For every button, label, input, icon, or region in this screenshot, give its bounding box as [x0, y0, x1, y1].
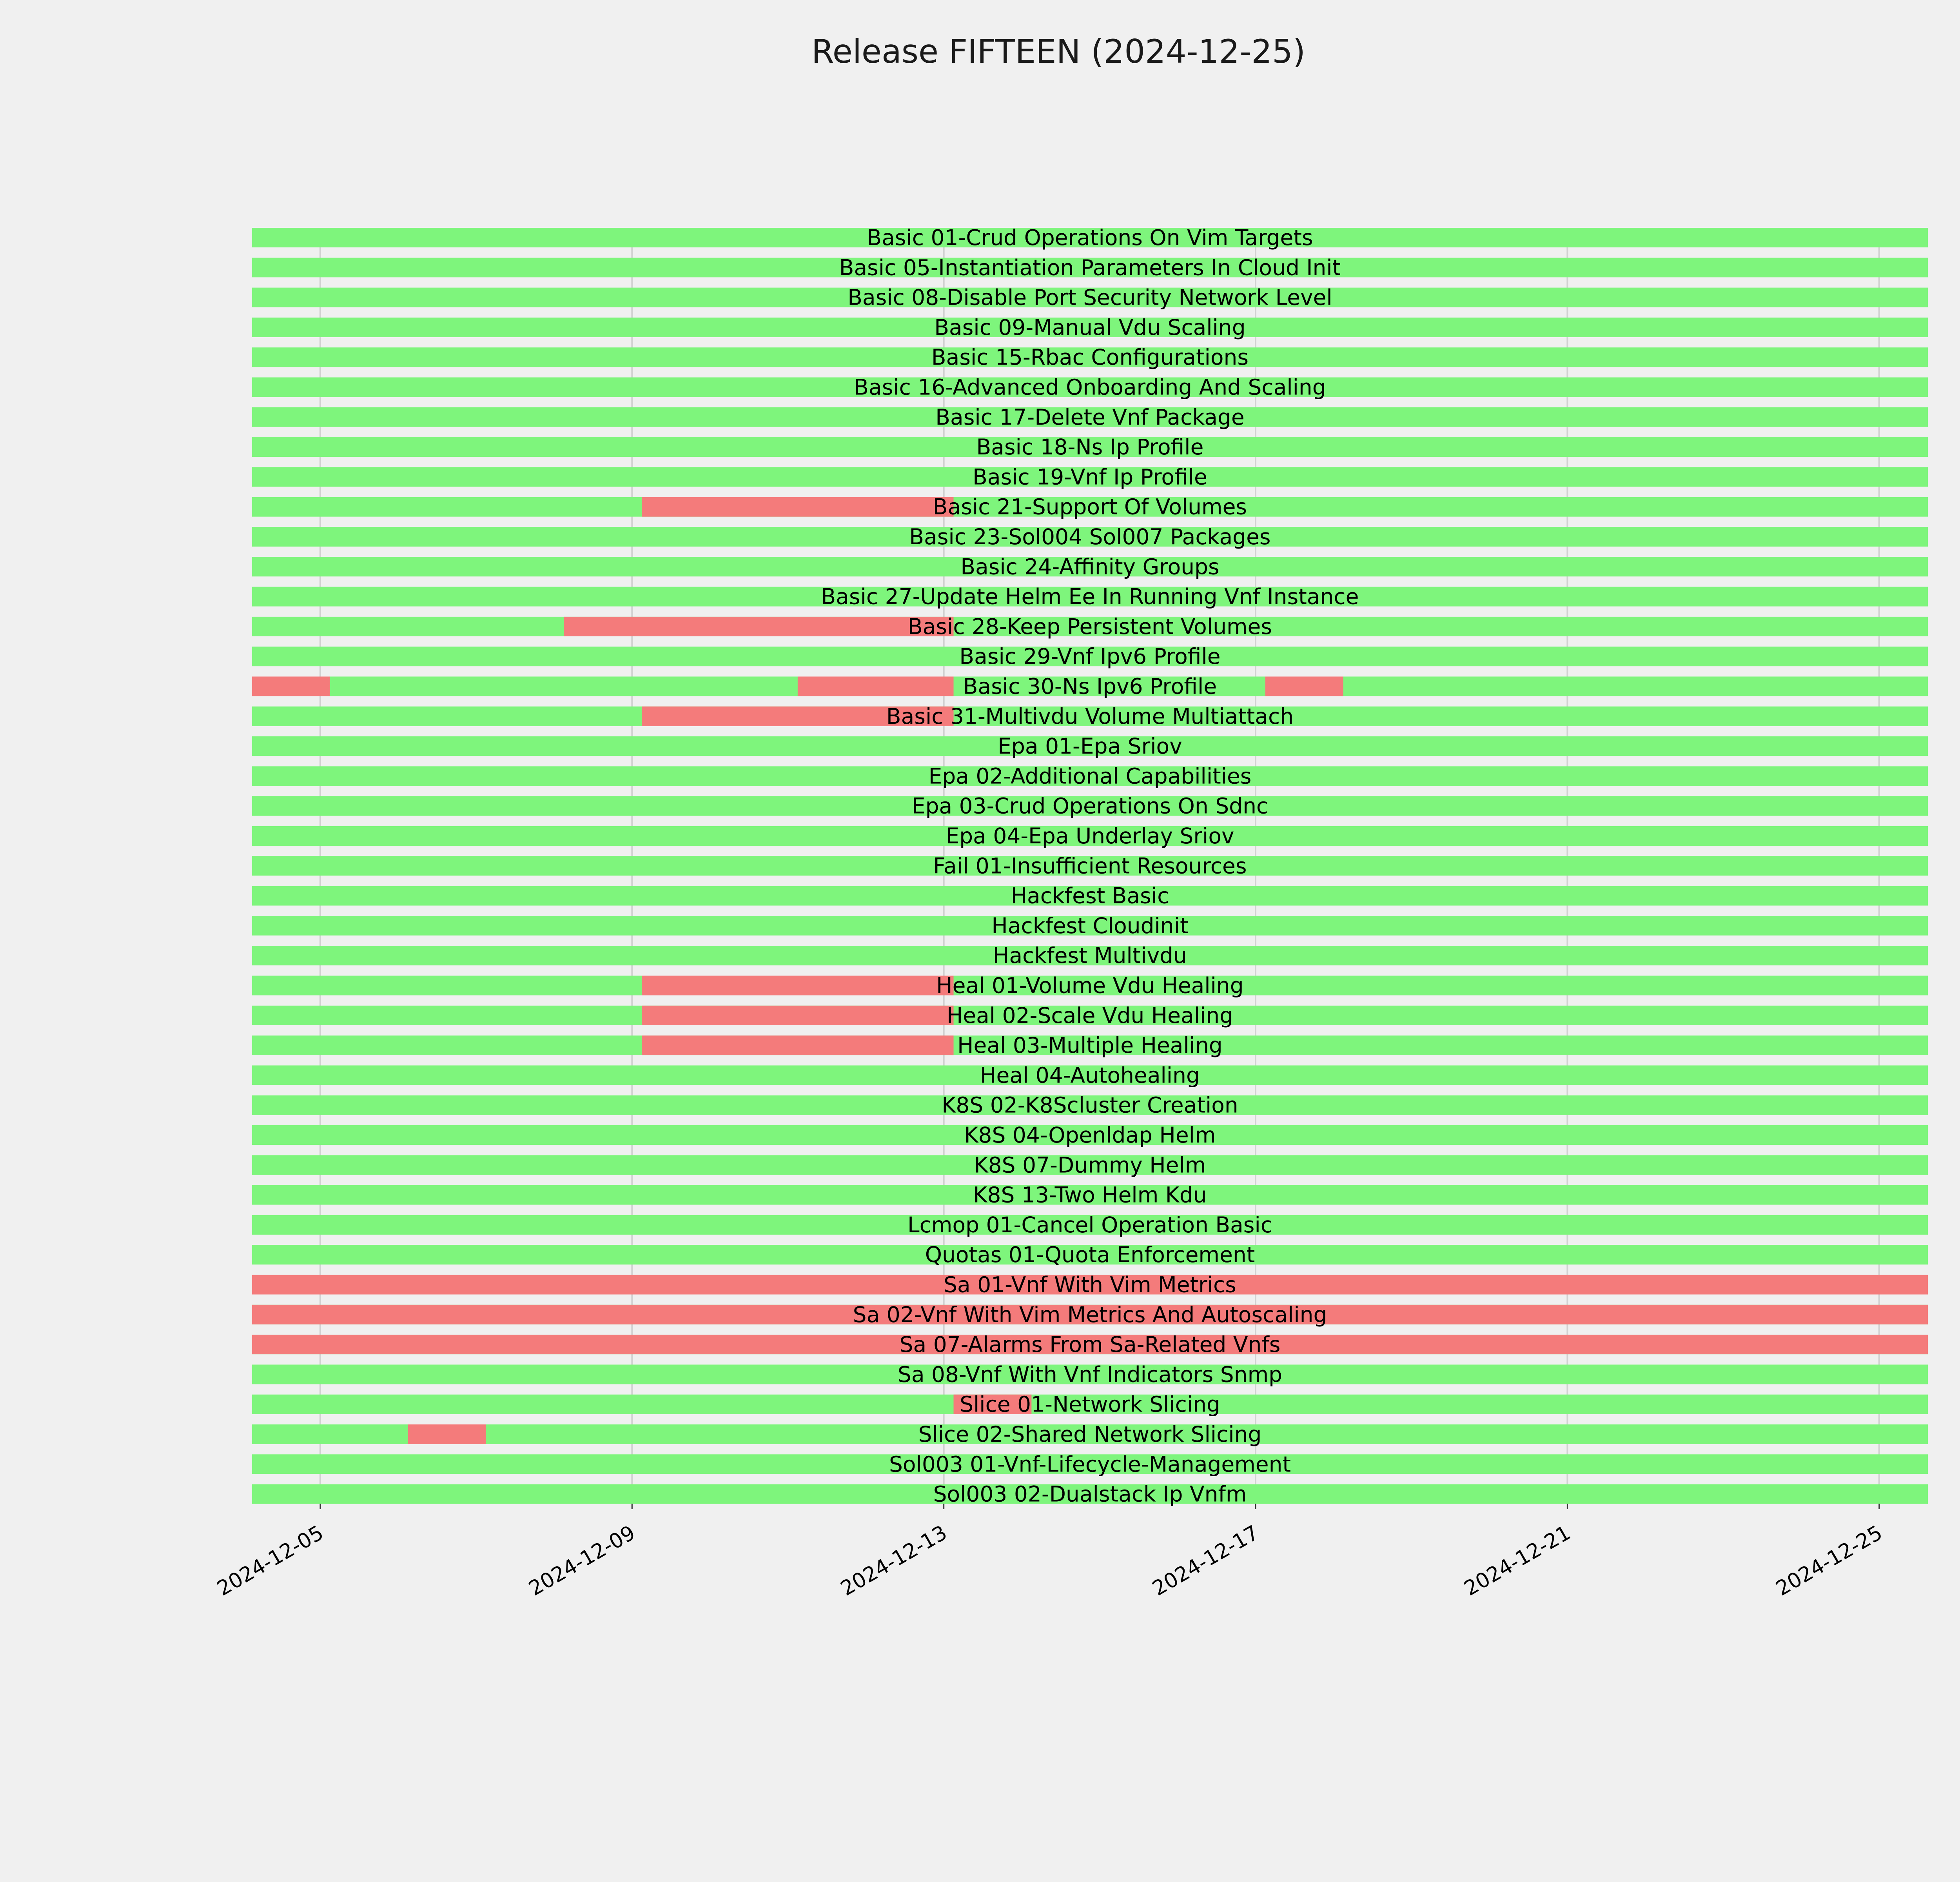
row-label: K8S 02-K8Scluster Creation	[942, 1092, 1238, 1118]
row-label: Slice 01-Network Slicing	[960, 1392, 1220, 1417]
fail-bar	[642, 497, 953, 517]
x-tick-label: 2024-12-25	[1772, 1521, 1887, 1601]
row-label: Sol003 01-Vnf-Lifecycle-Management	[889, 1451, 1291, 1477]
fail-bar	[642, 1006, 953, 1025]
row-label: Epa 02-Additional Capabilities	[928, 763, 1252, 789]
row-label: Basic 08-Disable Port Security Network Level	[848, 285, 1332, 310]
row-label: Quotas 01-Quota Enforcement	[925, 1242, 1255, 1268]
fail-bar	[1265, 677, 1343, 696]
row-label: Epa 03-Crud Operations On Sdnc	[911, 793, 1269, 819]
fail-bar	[408, 1424, 486, 1444]
row-label: Sa 01-Vnf With Vim Metrics	[944, 1272, 1236, 1297]
x-tick-label: 2024-12-21	[1460, 1521, 1575, 1601]
row-label: Basic 24-Affinity Groups	[960, 554, 1220, 579]
fail-bar	[642, 1035, 953, 1055]
row-label: Hackfest Multivdu	[993, 943, 1187, 968]
row-label: Hackfest Cloudinit	[991, 913, 1189, 938]
x-tick-label: 2024-12-13	[837, 1521, 951, 1601]
chart-title: Release FIFTEEN (2024-12-25)	[811, 33, 1306, 71]
row-label: Basic 21-Support Of Volumes	[933, 494, 1247, 520]
row-label: Basic 16-Advanced Onboarding And Scaling	[854, 374, 1326, 400]
fail-bar	[564, 617, 953, 636]
x-tick-label: 2024-12-05	[213, 1521, 328, 1601]
fail-bar	[252, 677, 330, 696]
row-label: Basic 31-Multivdu Volume Multiattach	[886, 703, 1294, 729]
row-label: Heal 04-Autohealing	[980, 1063, 1200, 1088]
x-tick-label: 2024-12-17	[1148, 1521, 1263, 1601]
x-tick-label: 2024-12-09	[525, 1521, 639, 1601]
row-label: Basic 19-Vnf Ip Profile	[973, 464, 1207, 490]
row-label: Basic 17-Delete Vnf Package	[935, 404, 1245, 430]
row-label: Basic 05-Instantiation Parameters In Cloud Init	[839, 255, 1341, 280]
row-label: Basic 30-Ns Ipv6 Profile	[963, 674, 1217, 699]
row-label: Sa 02-Vnf With Vim Metrics And Autoscaling	[853, 1302, 1327, 1327]
row-label: Slice 02-Shared Network Slicing	[918, 1422, 1262, 1447]
row-label: Basic 29-Vnf Ipv6 Profile	[959, 644, 1221, 669]
row-label: K8S 13-Two Helm Kdu	[973, 1182, 1207, 1208]
row-label: Fail 01-Insufficient Resources	[933, 853, 1247, 879]
row-label: Basic 28-Keep Persistent Volumes	[907, 614, 1272, 639]
row-label: Sa 07-Alarms From Sa-Related Vnfs	[899, 1332, 1281, 1357]
row-label: Hackfest Basic	[1011, 883, 1169, 908]
row-label: Sol003 02-Dualstack Ip Vnfm	[933, 1481, 1247, 1507]
row-label: K8S 07-Dummy Helm	[974, 1152, 1206, 1178]
x-axis-ticks	[213, 1504, 1886, 1600]
fail-bar	[642, 976, 953, 995]
row-label: Epa 01-Epa Sriov	[998, 734, 1182, 759]
row-label: Basic 01-Crud Operations On Vim Targets	[867, 225, 1313, 250]
row-label: Lcmop 01-Cancel Operation Basic	[907, 1212, 1272, 1237]
row-label: Basic 23-Sol004 Sol007 Packages	[909, 524, 1271, 549]
row-label: Basic 09-Manual Vdu Scaling	[934, 314, 1246, 340]
row-label: Basic 27-Update Helm Ee In Running Vnf Instance	[821, 584, 1359, 609]
row-label: Epa 04-Epa Underlay Sriov	[946, 823, 1234, 848]
row-label: Heal 03-Multiple Healing	[957, 1033, 1223, 1058]
row-label: Heal 01-Volume Vdu Healing	[936, 973, 1244, 998]
row-label: Basic 18-Ns Ip Profile	[976, 434, 1204, 460]
row-label: Basic 15-Rbac Configurations	[931, 345, 1249, 370]
row-label: Sa 08-Vnf With Vnf Indicators Snmp	[897, 1362, 1283, 1387]
fail-bar	[798, 677, 954, 696]
row-label: K8S 04-Openldap Helm	[964, 1123, 1216, 1148]
row-label: Heal 02-Scale Vdu Healing	[946, 1003, 1234, 1028]
